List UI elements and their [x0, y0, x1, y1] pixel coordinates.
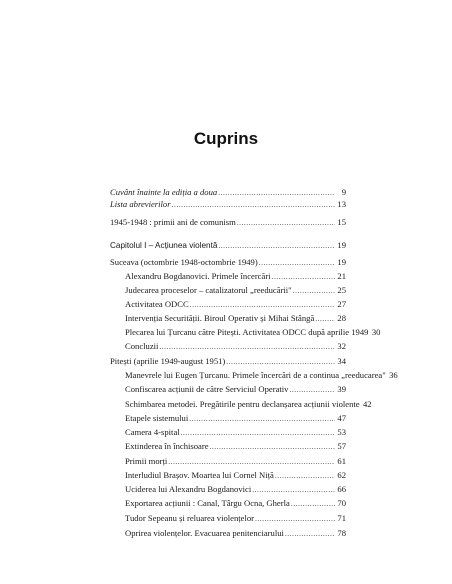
toc-leader-dots — [291, 498, 335, 510]
toc-entry-label: Lista abrevierilor — [110, 199, 171, 209]
toc-entry-label: Primii morți — [125, 456, 168, 466]
toc-entry-page-number: 19 — [337, 257, 346, 267]
toc-entry-page-number: 36 — [389, 370, 398, 380]
page-title: Cuprins — [193, 129, 259, 148]
toc-entry-page-number: 42 — [362, 399, 372, 409]
toc-entry-label: Uciderea lui Alexandru Bogdanovici — [125, 484, 252, 494]
toc-entry-label: Camera 4-spital — [125, 427, 180, 437]
toc-entry-label: Confiscarea acțiunii de către Serviciul Operativ — [125, 384, 289, 394]
toc-entry-page-number: 34 — [337, 356, 346, 366]
toc-entry — [125, 412, 346, 424]
toc-entry-page-number: 61 — [337, 456, 346, 466]
toc-entry-page-number: 13 — [337, 199, 346, 209]
toc-entry — [110, 186, 346, 198]
toc-entry-page-number: 27 — [337, 299, 346, 309]
toc-entry — [125, 483, 346, 495]
toc-entry — [125, 312, 346, 324]
toc-leader-dots — [315, 313, 335, 325]
toc-leader-dots — [255, 513, 335, 525]
toc-entry-label: Concluzii — [125, 341, 159, 351]
toc-entry-label: 1945-1948 : primii ani de comunism — [110, 217, 236, 227]
toc-entry — [125, 512, 346, 524]
toc-entry-label: Oprirea violențelor. Evacuarea penitenciarului — [125, 528, 284, 538]
toc-entry — [125, 398, 372, 410]
toc-leader-dots — [272, 271, 335, 283]
toc-entry — [110, 355, 346, 367]
toc-leader-dots — [168, 456, 335, 468]
toc-entry-label: Activitatea ODCC — [125, 299, 189, 309]
toc-entry-label: Schimbarea metodei. Pregătirile pentru declanșarea acțiunii violente — [125, 399, 360, 409]
toc-leader-dots — [172, 199, 335, 211]
toc-entry-page-number: 25 — [337, 285, 346, 295]
toc-entry — [125, 369, 398, 381]
toc-entry — [125, 455, 346, 467]
toc-entry-label: Cuvânt înainte la ediția a doua — [110, 187, 218, 197]
toc-entry-label: Capitolul I – Acțiunea violentă — [110, 241, 218, 250]
toc-entry — [125, 326, 381, 338]
toc-leader-dots — [293, 285, 335, 297]
toc-entry-page-number: 21 — [337, 271, 346, 281]
toc-entry-page-number: 19 — [337, 240, 346, 250]
toc-entry-page-number: 28 — [337, 313, 346, 323]
toc-leader-dots — [189, 413, 335, 425]
toc-entry-page-number: 30 — [371, 327, 381, 337]
toc-entry-label: Interludiul Brașov. Moartea lui Cornel Niță — [125, 470, 274, 480]
toc-entry — [125, 426, 346, 438]
toc-leader-dots — [252, 484, 335, 496]
toc-leader-dots — [289, 384, 335, 396]
toc-entry-label: Plecarea lui Țurcanu către Pitești. Activitatea ODCC după aprilie 1949 — [125, 327, 369, 337]
toc-entry-page-number: 9 — [341, 187, 346, 197]
toc-entry — [110, 198, 346, 210]
toc-entry — [125, 298, 346, 310]
toc-leader-dots — [159, 341, 335, 353]
toc-entry-label: Extinderea în închisoare — [125, 441, 209, 451]
toc-entry-page-number: 71 — [337, 513, 346, 523]
toc-leader-dots — [210, 441, 335, 453]
toc-entry — [125, 383, 346, 395]
toc-entry-label: Alexandru Bogdanovici. Primele încercări — [125, 271, 271, 281]
toc-entry-page-number: 70 — [337, 498, 346, 508]
toc-entry-page-number: 78 — [337, 528, 346, 538]
toc-entry — [125, 497, 346, 509]
toc-entry-page-number: 15 — [337, 217, 346, 227]
toc-entry-page-number: 53 — [337, 427, 346, 437]
toc-entry — [125, 284, 346, 296]
toc-entry — [110, 256, 346, 268]
toc-entry-page-number: 62 — [337, 470, 346, 480]
toc-leader-dots — [226, 356, 335, 368]
toc-entry-label: Suceava (octombrie 1948-octombrie 1949) — [110, 257, 258, 267]
toc-entry — [125, 440, 346, 452]
toc-entry — [125, 527, 346, 539]
toc-entry-label: Judecarea proceselor – catalizatorul „reeducării" — [125, 285, 292, 295]
toc-entry-page-number: 66 — [337, 484, 346, 494]
toc-entry — [110, 216, 346, 228]
toc-entry-label: Exportarea acțiunii : Canal, Târgu Ocna, Gherla — [125, 498, 290, 508]
toc-entry — [110, 239, 346, 251]
toc-leader-dots — [190, 299, 335, 311]
toc-entry-label: Intervenția Securității. Biroul Operativ și Mihai Stângă — [125, 313, 315, 323]
toc-entry-page-number: 47 — [337, 413, 346, 423]
toc-entry-page-number: 32 — [337, 341, 346, 351]
toc-entry-label: Manevrele lui Eugen Țurcanu. Primele încercări de a continua „reeducarea" — [125, 370, 386, 380]
toc-entry-label: Pitești (aprilie 1949-august 1951) — [110, 356, 226, 366]
toc-leader-dots — [275, 470, 335, 482]
toc-entry-label: Tudor Sepeanu și reluarea violențelor — [125, 513, 255, 523]
toc-leader-dots — [181, 427, 335, 439]
toc-leader-dots — [218, 240, 335, 252]
toc-entry — [125, 270, 346, 282]
toc-leader-dots — [285, 528, 335, 540]
toc-leader-dots — [237, 217, 335, 229]
toc-entry-page-number: 57 — [337, 441, 346, 451]
toc-entry-page-number: 39 — [337, 384, 346, 394]
toc-entry — [125, 340, 346, 352]
toc-leader-dots — [259, 257, 335, 269]
toc-entry-label: Etapele sistemului — [125, 413, 189, 423]
toc-entry — [125, 469, 346, 481]
